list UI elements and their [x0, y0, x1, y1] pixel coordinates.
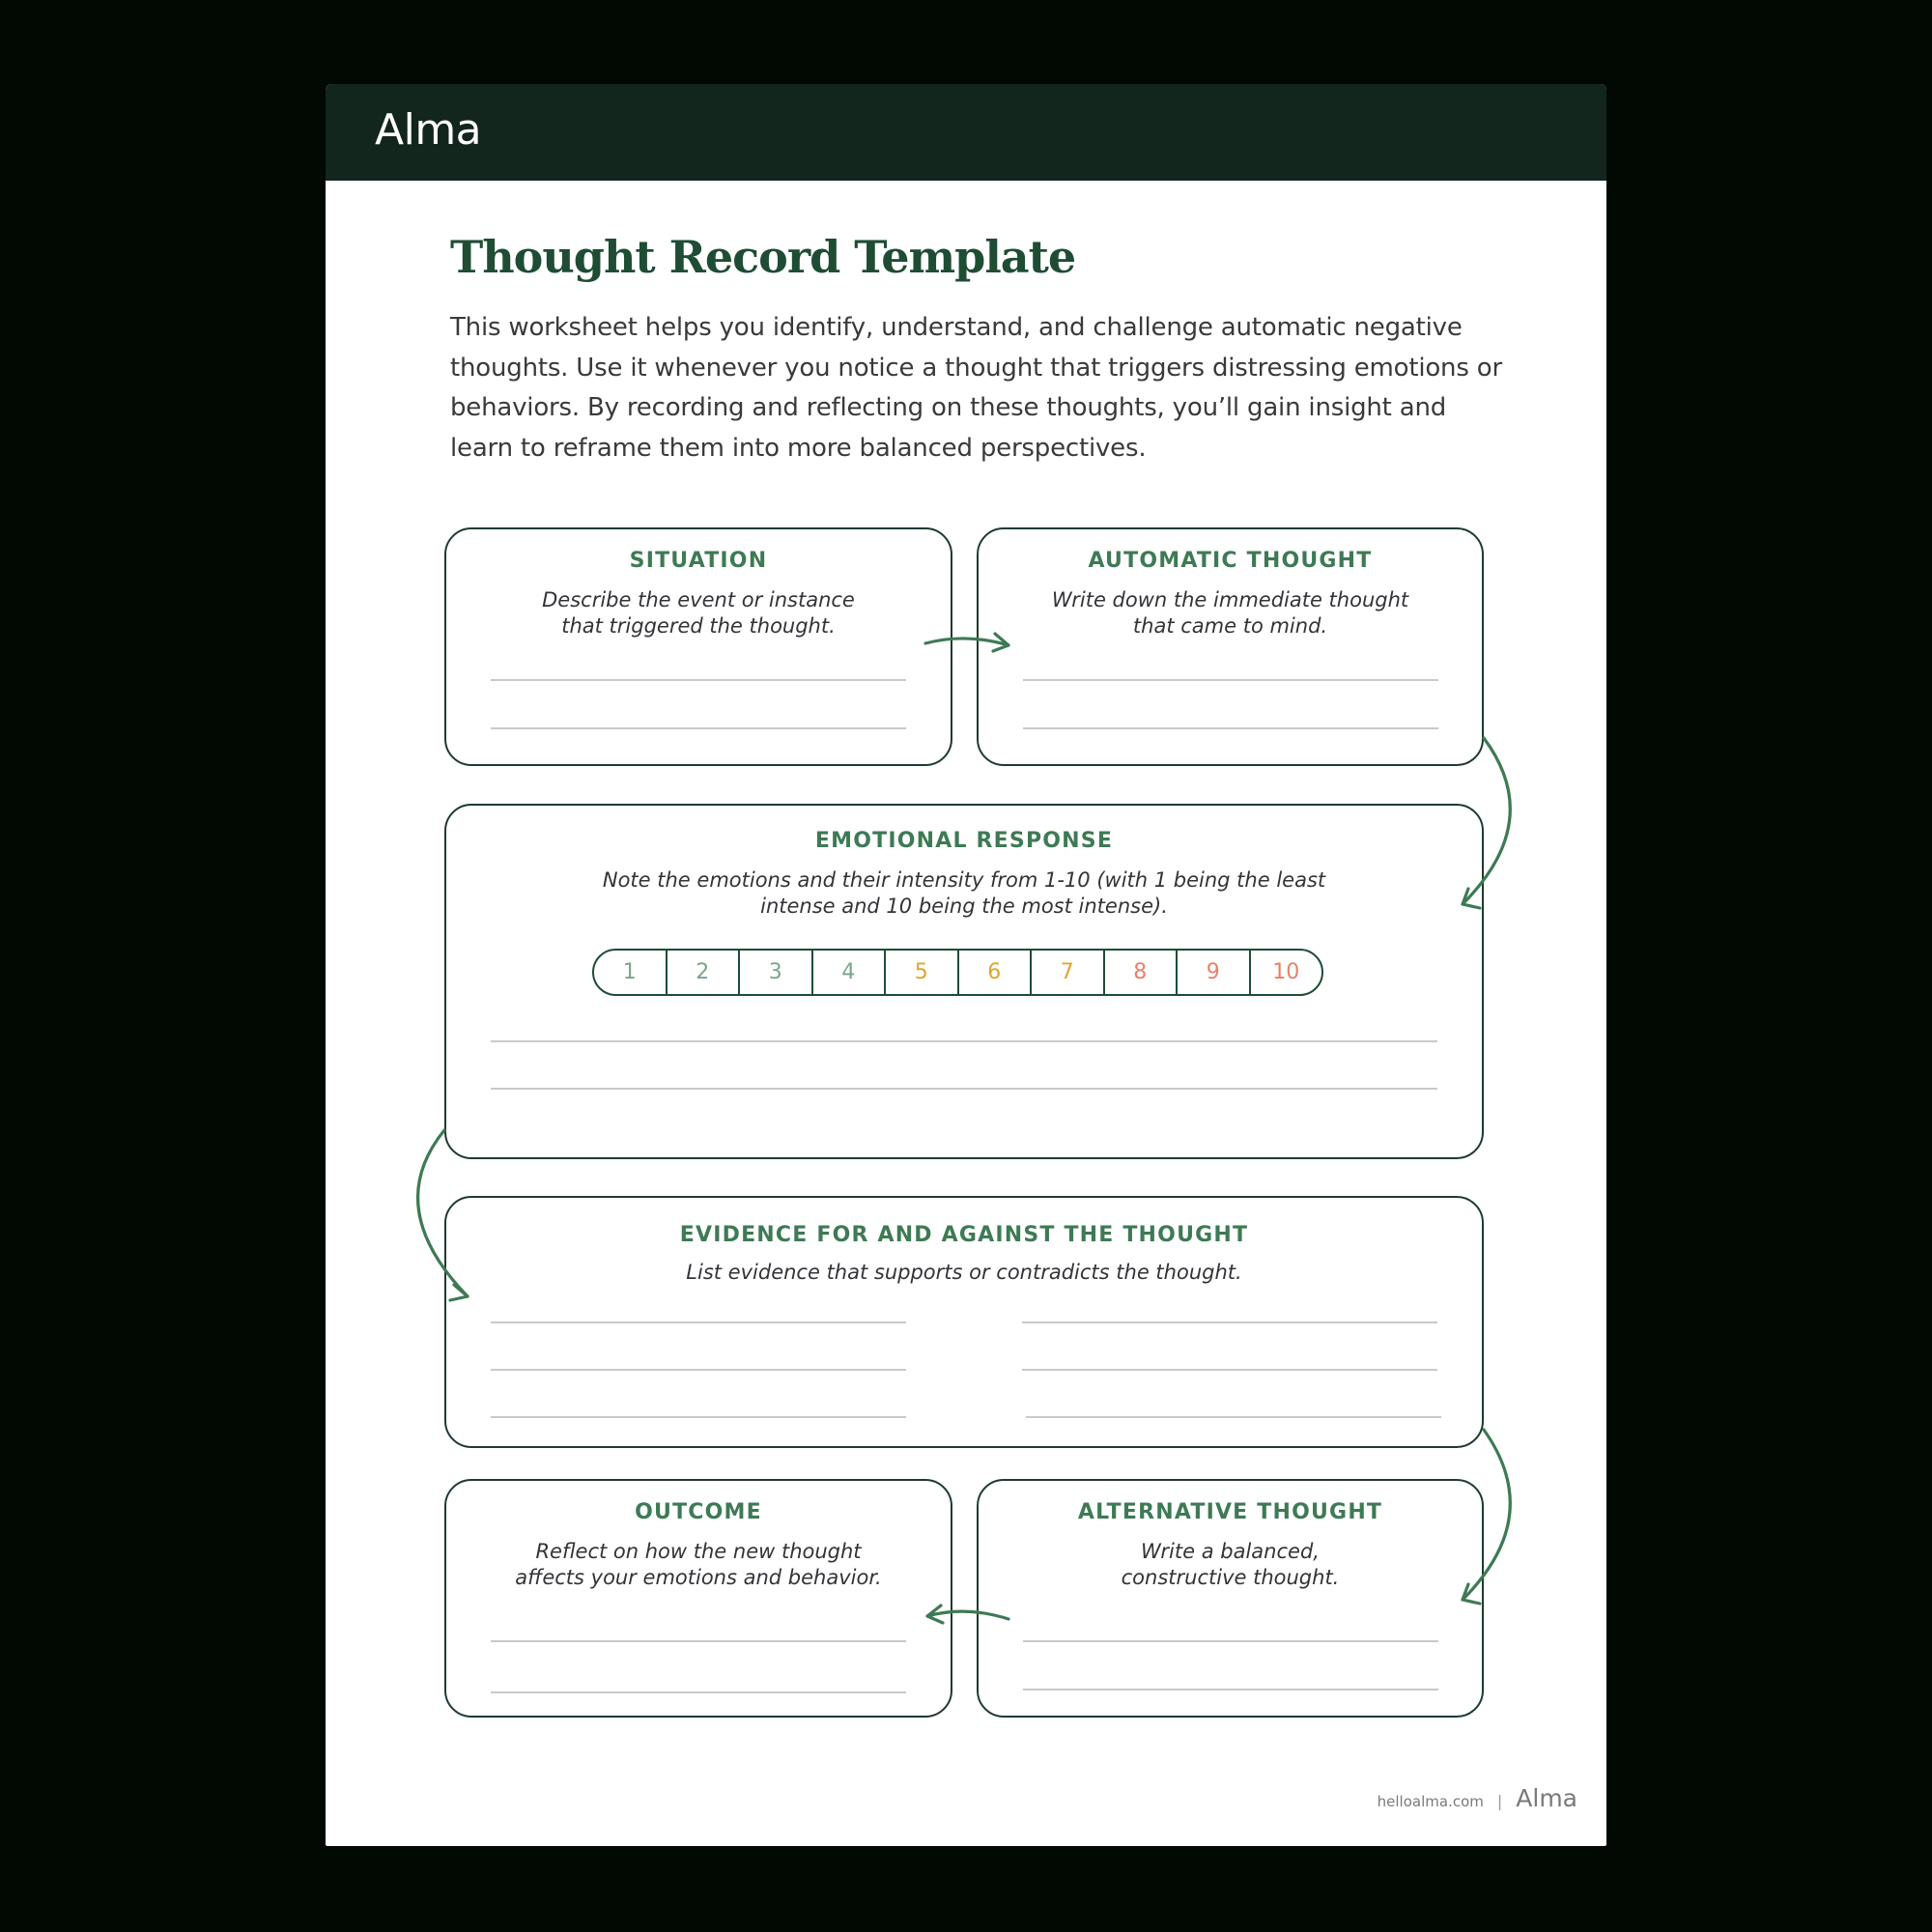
emotional-response-title: EMOTIONAL RESPONSE — [814, 829, 1114, 853]
outcome-title: OUTCOME — [635, 1500, 762, 1524]
emotional-response-box — [444, 804, 1484, 1159]
intro-paragraph: This worksheet helps you identify, understand, and challenge automatic negative thoughts. Use it whenever you notice a thought that triggers distressing emotions or behaviors. By recording and reflecting on these thoughts, you’ll gain insight and learn to reframe them into more balanced perspectives. — [450, 313, 1502, 463]
write-line[interactable] — [491, 1040, 1437, 1042]
footer-url[interactable]: helloalma.com — [1377, 1793, 1484, 1810]
evidence-for-line[interactable] — [491, 1416, 906, 1418]
write-line[interactable] — [1023, 679, 1438, 681]
evidence-description: List evidence that supports or contradicts the thought. — [686, 1261, 1242, 1284]
emotional-response-description: Note the emotions and their intensity from 1-10 (with 1 being the least intense and 10 being the most intense). — [602, 868, 1326, 918]
intensity-option-7[interactable]: 7 — [1032, 951, 1105, 994]
intensity-option-6[interactable]: 6 — [959, 951, 1033, 994]
header-band — [326, 84, 1606, 181]
evidence-against-line[interactable] — [1022, 1321, 1437, 1323]
write-line[interactable] — [491, 1088, 1437, 1090]
situation-description: Describe the event or instance that triggered the thought. — [542, 588, 855, 638]
intensity-option-4[interactable]: 4 — [813, 951, 887, 994]
alternative-thought-title: ALTERNATIVE THOUGHT — [1077, 1500, 1383, 1524]
situation-box — [444, 527, 952, 766]
automatic-thought-title: AUTOMATIC THOUGHT — [1088, 549, 1373, 573]
write-line[interactable] — [1023, 1640, 1438, 1642]
intensity-option-5[interactable]: 5 — [886, 951, 959, 994]
footer-alma-logo: Alma — [1516, 1784, 1577, 1812]
evidence-for-line[interactable] — [491, 1369, 906, 1371]
intensity-option-2[interactable]: 2 — [668, 951, 741, 994]
write-line[interactable] — [491, 727, 906, 729]
intensity-scale — [592, 949, 1323, 996]
outcome-description: Reflect on how the new thought affects your emotions and behavior. — [515, 1540, 882, 1589]
intensity-option-9[interactable]: 9 — [1178, 951, 1251, 994]
situation-title: SITUATION — [629, 549, 768, 573]
footer-separator: | — [1496, 1792, 1503, 1810]
evidence-against-line[interactable] — [1022, 1369, 1437, 1371]
worksheet-page — [326, 84, 1606, 1846]
intensity-option-3[interactable]: 3 — [740, 951, 813, 994]
write-line[interactable] — [1023, 727, 1438, 729]
intensity-option-10[interactable]: 10 — [1272, 960, 1300, 984]
evidence-box — [444, 1196, 1484, 1448]
automatic-thought-description: Write down the immediate thought that came to mind. — [1051, 588, 1409, 638]
evidence-for-line[interactable] — [491, 1321, 906, 1323]
evidence-against-line[interactable] — [1026, 1416, 1441, 1418]
intensity-option-1[interactable]: 1 — [594, 951, 668, 994]
page-title: Thought Record Template — [450, 231, 1076, 283]
write-line[interactable] — [491, 1640, 906, 1642]
automatic-thought-box — [977, 527, 1484, 766]
write-line[interactable] — [491, 679, 906, 681]
evidence-title: EVIDENCE FOR AND AGAINST THE THOUGHT — [679, 1223, 1249, 1247]
alternative-thought-box — [977, 1479, 1484, 1718]
outcome-box — [444, 1479, 952, 1718]
footer — [1378, 1784, 1577, 1812]
alma-logo: Alma — [375, 105, 482, 155]
intensity-option-8[interactable]: 8 — [1105, 951, 1179, 994]
write-line[interactable] — [491, 1691, 906, 1693]
alternative-thought-description: Write a balanced, constructive thought. — [1121, 1540, 1340, 1589]
write-line[interactable] — [1023, 1689, 1438, 1690]
